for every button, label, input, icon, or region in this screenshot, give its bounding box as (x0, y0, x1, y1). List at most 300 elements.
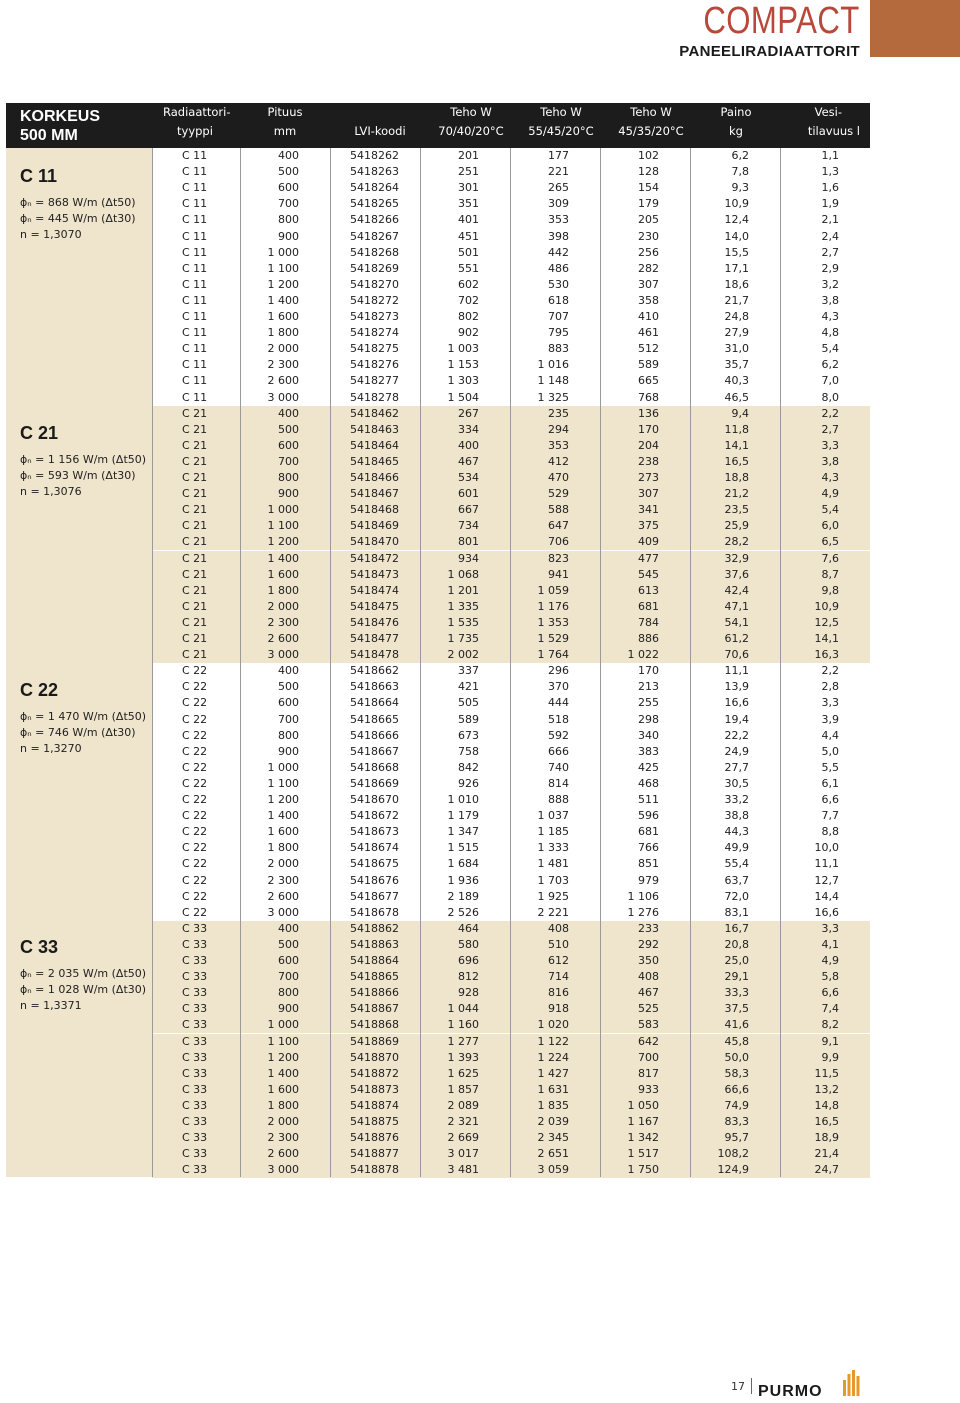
col-header-power-70 (426, 103, 516, 141)
cell-lvi-code: 5418470 (350, 535, 399, 549)
cell-power-45: 410 (638, 310, 659, 323)
cell-weight: 16,5 (724, 454, 749, 468)
cell-length: 2 000 (267, 342, 299, 356)
col-header-type (163, 103, 237, 141)
cell-weight: 14,0 (724, 229, 749, 243)
cell-water-volume: 9,1 (821, 1034, 839, 1048)
cell-power-45: 886 (638, 632, 659, 645)
cell-lvi-code: 5418872 (350, 1066, 399, 1080)
cell-power-55: 265 (548, 181, 569, 195)
cell-power-45: 409 (638, 535, 659, 549)
table-row (152, 663, 870, 679)
cell-lvi-code: 5418678 (350, 905, 399, 919)
cell-power-55: 823 (548, 551, 569, 565)
cell-length: 1 100 (267, 1034, 299, 1048)
cell-length: 600 (278, 954, 299, 967)
cell-power-45: 358 (638, 293, 659, 307)
height-label (20, 107, 100, 145)
column-divider (240, 148, 241, 1177)
cell-power-55: 2 651 (537, 1147, 569, 1161)
cell-power-70: 505 (458, 696, 479, 710)
table-row (152, 406, 870, 422)
cell-type: C 33 (182, 1115, 208, 1128)
cell-water-volume: 2,7 (821, 245, 839, 259)
cell-power-70: 1 179 (447, 809, 479, 823)
cell-weight: 66,6 (724, 1082, 749, 1096)
group-title: C 33 (20, 937, 59, 957)
page-number: 17 (731, 1380, 745, 1393)
cell-length: 700 (278, 970, 299, 984)
cell-power-55: 918 (548, 1002, 569, 1016)
cell-power-45: 170 (638, 422, 659, 436)
cell-type: C 33 (182, 1018, 208, 1032)
cell-type: C 11 (182, 342, 208, 356)
cell-power-70: 734 (458, 519, 479, 533)
cell-power-45: 525 (638, 1002, 659, 1016)
cell-weight: 7,8 (731, 165, 749, 179)
cell-power-55: 1 176 (537, 599, 569, 613)
cell-water-volume: 16,3 (814, 648, 839, 662)
cell-power-55: 2 345 (537, 1131, 569, 1145)
cell-length: 1 600 (267, 310, 299, 323)
cell-type: C 21 (182, 583, 208, 597)
cell-lvi-code: 5418273 (350, 310, 399, 323)
cell-weight: 15,5 (724, 245, 749, 259)
cell-power-70: 696 (458, 954, 479, 967)
cell-weight: 74,9 (724, 1098, 749, 1112)
col-header-line: LVI-koodi (354, 124, 406, 138)
cell-type: C 11 (182, 229, 208, 243)
cell-power-55: 618 (548, 293, 569, 307)
cell-power-70: 251 (458, 165, 479, 179)
cell-length: 700 (278, 197, 299, 211)
cell-type: C 33 (182, 1034, 208, 1048)
cell-length: 1 800 (267, 841, 299, 855)
cell-weight: 24,8 (724, 310, 749, 323)
cell-power-45: 1 106 (627, 889, 659, 903)
cell-length: 1 100 (267, 261, 299, 275)
cell-power-45: 204 (638, 438, 659, 452)
cell-weight: 31,0 (724, 342, 749, 356)
cell-length: 1 600 (267, 1082, 299, 1096)
cell-type: C 21 (182, 632, 208, 645)
cell-type: C 33 (182, 1098, 208, 1112)
cell-weight: 42,4 (724, 583, 749, 597)
cell-power-45: 613 (638, 583, 659, 597)
cell-lvi-code: 5418865 (350, 970, 399, 984)
table-row (152, 357, 870, 373)
cell-water-volume: 3,3 (821, 921, 839, 935)
cell-power-70: 589 (458, 712, 479, 726)
cell-length: 2 300 (267, 615, 299, 629)
cell-lvi-code: 5418277 (350, 374, 399, 388)
cell-lvi-code: 5418868 (350, 1018, 399, 1032)
cell-lvi-code: 5418675 (350, 857, 399, 871)
table-row (152, 567, 870, 583)
cell-weight: 83,3 (724, 1115, 749, 1128)
cell-length: 800 (278, 213, 299, 227)
cell-power-70: 1 347 (447, 825, 479, 839)
cell-length: 1 800 (267, 326, 299, 340)
cell-length: 3 000 (267, 648, 299, 662)
col-header-line: Teho W (630, 105, 672, 119)
cell-type: C 21 (182, 438, 208, 452)
table-row (152, 583, 870, 599)
cell-lvi-code: 5418476 (350, 615, 399, 629)
col-header-line: Teho W (540, 105, 582, 119)
cell-lvi-code: 5418665 (350, 712, 399, 726)
group-info-c33 (20, 936, 146, 1014)
cell-weight: 11,8 (724, 422, 749, 436)
col-header-line: tilavuus l (807, 124, 860, 138)
cell-lvi-code: 5418472 (350, 551, 399, 565)
cell-lvi-code: 5418878 (350, 1163, 399, 1177)
cell-power-45: 665 (638, 374, 659, 388)
cell-power-45: 1 750 (627, 1163, 659, 1177)
cell-weight: 55,4 (724, 857, 749, 871)
cell-power-45: 307 (638, 277, 659, 291)
cell-lvi-code: 5418477 (350, 632, 399, 645)
cell-power-55: 518 (548, 712, 569, 726)
cell-length: 1 800 (267, 583, 299, 597)
cell-power-45: 213 (638, 680, 659, 694)
cell-water-volume: 8,8 (821, 825, 839, 839)
brand-color-bar (870, 0, 960, 57)
cell-power-70: 2 526 (447, 905, 479, 919)
cell-length: 1 600 (267, 567, 299, 581)
cell-water-volume: 2,7 (821, 422, 839, 436)
cell-length: 400 (278, 921, 299, 935)
cell-water-volume: 3,3 (821, 696, 839, 710)
cell-water-volume: 8,7 (821, 567, 839, 581)
flame-logo-icon (842, 1368, 860, 1396)
cell-power-70: 673 (458, 728, 479, 742)
cell-length: 1 200 (267, 793, 299, 806)
table-row (152, 953, 870, 969)
cell-power-70: 451 (458, 229, 479, 243)
cell-weight: 28,2 (724, 535, 749, 549)
cell-lvi-code: 5418270 (350, 277, 399, 291)
cell-power-70: 3 017 (447, 1147, 479, 1161)
cell-length: 900 (278, 1002, 299, 1016)
table-row (152, 744, 870, 760)
cell-water-volume: 8,2 (821, 1018, 839, 1032)
cell-power-55: 592 (548, 728, 569, 742)
cell-power-70: 1 201 (447, 583, 479, 597)
cell-power-45: 681 (638, 825, 659, 839)
cell-water-volume: 18,9 (814, 1131, 839, 1145)
cell-power-70: 301 (458, 181, 479, 195)
cell-power-70: 401 (458, 213, 479, 227)
cell-water-volume: 2,2 (821, 406, 839, 420)
cell-length: 1 000 (267, 1018, 299, 1032)
table-row (152, 390, 870, 406)
cell-weight: 9,3 (731, 181, 749, 195)
table-row (152, 438, 870, 454)
cell-length: 800 (278, 986, 299, 1000)
cell-power-55: 707 (548, 310, 569, 323)
table-row (152, 261, 870, 277)
cell-type: C 33 (182, 1131, 208, 1145)
col-header-line: Radiaattori- (163, 105, 231, 119)
cell-power-70: 928 (458, 986, 479, 1000)
cell-power-55: 1 148 (537, 374, 569, 388)
cell-type: C 21 (182, 487, 208, 501)
cell-lvi-code: 5418265 (350, 197, 399, 211)
table-row (152, 840, 870, 856)
cell-lvi-code: 5418670 (350, 793, 399, 806)
group-line: ϕₙ = 746 W/m (Δt30) (20, 726, 136, 739)
cell-power-45: 851 (638, 857, 659, 871)
cell-type: C 33 (182, 1082, 208, 1096)
cell-power-55: 1 325 (537, 390, 569, 404)
cell-lvi-code: 5418877 (350, 1147, 399, 1161)
cell-length: 1 000 (267, 760, 299, 774)
cell-power-45: 766 (638, 841, 659, 855)
cell-weight: 23,5 (724, 503, 749, 517)
table-row (152, 277, 870, 293)
cell-weight: 18,8 (724, 471, 749, 484)
cell-power-55: 412 (548, 454, 569, 468)
cell-power-70: 1 160 (447, 1018, 479, 1032)
cell-water-volume: 2,4 (821, 229, 839, 243)
cell-power-45: 230 (638, 229, 659, 243)
cell-weight: 16,6 (724, 696, 749, 710)
table-row (152, 373, 870, 389)
cell-weight: 61,2 (724, 632, 749, 645)
table-header (6, 103, 870, 148)
cell-weight: 30,5 (724, 776, 749, 790)
cell-type: C 22 (182, 825, 208, 839)
col-header-line: 70/40/20°C (438, 124, 504, 138)
cell-weight: 13,9 (724, 680, 749, 694)
table-row (152, 1098, 870, 1114)
cell-water-volume: 2,1 (821, 213, 839, 227)
cell-weight: 33,3 (724, 986, 749, 1000)
cell-weight: 44,3 (724, 825, 749, 839)
cell-water-volume: 1,1 (821, 149, 839, 162)
cell-lvi-code: 5418662 (350, 664, 399, 678)
group-line: ϕₙ = 868 W/m (Δt50) (20, 196, 136, 209)
cell-power-45: 589 (638, 358, 659, 372)
cell-power-55: 530 (548, 277, 569, 291)
cell-power-45: 467 (638, 986, 659, 1000)
cell-weight: 40,3 (724, 374, 749, 388)
cell-lvi-code: 5418462 (350, 406, 399, 420)
group-line: ϕₙ = 2 035 W/m (Δt50) (20, 967, 147, 980)
cell-water-volume: 6,0 (821, 519, 839, 533)
cell-type: C 11 (182, 181, 208, 195)
table-row (152, 1017, 870, 1033)
cell-length: 1 800 (267, 1098, 299, 1112)
cell-type: C 22 (182, 744, 208, 758)
cell-water-volume: 5,4 (821, 342, 839, 356)
cell-water-volume: 3,8 (821, 293, 839, 307)
column-divider (780, 148, 781, 1177)
cell-power-45: 256 (638, 245, 659, 259)
cell-water-volume: 5,4 (821, 503, 839, 517)
cell-power-55: 612 (548, 954, 569, 967)
cell-power-55: 294 (548, 422, 569, 436)
cell-weight: 18,6 (724, 277, 749, 291)
cell-lvi-code: 5418269 (350, 261, 399, 275)
cell-power-70: 926 (458, 776, 479, 790)
cell-power-70: 467 (458, 454, 479, 468)
cell-water-volume: 3,2 (821, 277, 839, 291)
cell-length: 2 000 (267, 1115, 299, 1128)
cell-length: 900 (278, 487, 299, 501)
cell-lvi-code: 5418274 (350, 326, 399, 340)
cell-power-45: 425 (638, 760, 659, 774)
cell-water-volume: 2,2 (821, 664, 839, 678)
cell-lvi-code: 5418867 (350, 1002, 399, 1016)
table-row (152, 422, 870, 438)
cell-power-45: 512 (638, 342, 659, 356)
cell-water-volume: 7,0 (821, 374, 839, 388)
cell-water-volume: 7,4 (821, 1002, 839, 1016)
cell-water-volume: 3,8 (821, 454, 839, 468)
cell-power-45: 681 (638, 599, 659, 613)
cell-type: C 21 (182, 519, 208, 533)
cell-type: C 21 (182, 567, 208, 581)
cell-power-70: 1 010 (447, 793, 479, 806)
table-row (152, 1050, 870, 1066)
column-divider (152, 148, 153, 1177)
cell-power-55: 1 529 (537, 632, 569, 645)
column-divider (420, 148, 421, 1177)
cell-weight: 45,8 (724, 1034, 749, 1048)
cell-length: 1 100 (267, 519, 299, 533)
cell-power-70: 201 (458, 149, 479, 162)
cell-weight: 24,9 (724, 744, 749, 758)
column-divider (600, 148, 601, 1177)
cell-power-45: 461 (638, 326, 659, 340)
cell-power-45: 511 (638, 793, 659, 806)
col-header-length (250, 103, 320, 141)
cell-power-70: 1 044 (447, 1002, 479, 1016)
cell-water-volume: 5,0 (821, 744, 839, 758)
table-row (152, 695, 870, 711)
cell-power-70: 667 (458, 503, 479, 517)
table-row (152, 728, 870, 744)
cell-type: C 11 (182, 213, 208, 227)
cell-type: C 11 (182, 374, 208, 388)
cell-power-55: 486 (548, 261, 569, 275)
col-header-power-55 (516, 103, 606, 141)
table-row (152, 148, 870, 164)
cell-power-55: 1 835 (537, 1098, 569, 1112)
table-row (152, 856, 870, 872)
cell-power-70: 801 (458, 535, 479, 549)
cell-lvi-code: 5418473 (350, 567, 399, 581)
cell-weight: 21,7 (724, 293, 749, 307)
cell-type: C 22 (182, 728, 208, 742)
cell-type: C 21 (182, 406, 208, 420)
cell-power-70: 934 (458, 551, 479, 565)
cell-type: C 21 (182, 648, 208, 662)
cell-lvi-code: 5418268 (350, 245, 399, 259)
group-info-c21 (20, 422, 146, 500)
cell-power-70: 758 (458, 744, 479, 758)
cell-power-70: 1 303 (447, 374, 479, 388)
cell-lvi-code: 5418672 (350, 809, 399, 823)
cell-weight: 32,9 (724, 551, 749, 565)
cell-type: C 21 (182, 454, 208, 468)
table-row (152, 1066, 870, 1082)
cell-lvi-code: 5418667 (350, 744, 399, 758)
cell-weight: 41,6 (724, 1018, 749, 1032)
cell-power-55: 408 (548, 921, 569, 935)
cell-lvi-code: 5418469 (350, 519, 399, 533)
cell-weight: 83,1 (724, 905, 749, 919)
cell-type: C 11 (182, 197, 208, 211)
cell-power-70: 1 393 (447, 1050, 479, 1064)
page-subtitle: PANEELIRADIAATTORIT (679, 43, 860, 60)
page-title: COMPACT (703, 0, 860, 42)
cell-power-70: 842 (458, 760, 479, 774)
table-row (152, 969, 870, 985)
cell-power-45: 933 (638, 1082, 659, 1096)
cell-lvi-code: 5418875 (350, 1115, 399, 1128)
table-row (152, 760, 870, 776)
cell-power-55: 529 (548, 487, 569, 501)
col-header-water (786, 103, 866, 141)
cell-water-volume: 4,9 (821, 487, 839, 501)
cell-weight: 20,8 (724, 937, 749, 951)
col-header-line: kg (729, 124, 743, 138)
group-info-panel (6, 148, 152, 1177)
cell-length: 700 (278, 712, 299, 726)
cell-lvi-code: 5418873 (350, 1082, 399, 1096)
cell-water-volume: 14,4 (814, 889, 839, 903)
cell-lvi-code: 5418862 (350, 921, 399, 935)
cell-weight: 35,7 (724, 358, 749, 372)
table-row (152, 792, 870, 808)
cell-type: C 22 (182, 857, 208, 871)
cell-power-70: 1 515 (447, 841, 479, 855)
cell-water-volume: 4,8 (821, 326, 839, 340)
cell-power-55: 1 481 (537, 857, 569, 871)
cell-lvi-code: 5418674 (350, 841, 399, 855)
cell-water-volume: 11,5 (814, 1066, 839, 1080)
cell-power-45: 583 (638, 1018, 659, 1032)
cell-type: C 22 (182, 873, 208, 887)
table-row (152, 325, 870, 341)
cell-type: C 22 (182, 793, 208, 806)
cell-type: C 21 (182, 551, 208, 565)
cell-power-70: 1 277 (447, 1034, 479, 1048)
cell-water-volume: 1,3 (821, 165, 839, 179)
table-row (152, 712, 870, 728)
cell-water-volume: 6,1 (821, 776, 839, 790)
cell-water-volume: 6,2 (821, 358, 839, 372)
table-row (152, 551, 870, 567)
cell-type: C 21 (182, 471, 208, 484)
cell-power-70: 337 (458, 664, 479, 678)
cell-power-70: 702 (458, 293, 479, 307)
cell-length: 400 (278, 149, 299, 162)
cell-water-volume: 4,3 (821, 310, 839, 323)
cell-type: C 22 (182, 809, 208, 823)
cell-power-55: 1 016 (537, 358, 569, 372)
cell-water-volume: 7,7 (821, 809, 839, 823)
cell-power-70: 602 (458, 277, 479, 291)
cell-lvi-code: 5418465 (350, 454, 399, 468)
cell-weight: 19,4 (724, 712, 749, 726)
col-header-line: Vesi- (814, 105, 842, 119)
cell-water-volume: 7,6 (821, 551, 839, 565)
cell-power-55: 666 (548, 744, 569, 758)
